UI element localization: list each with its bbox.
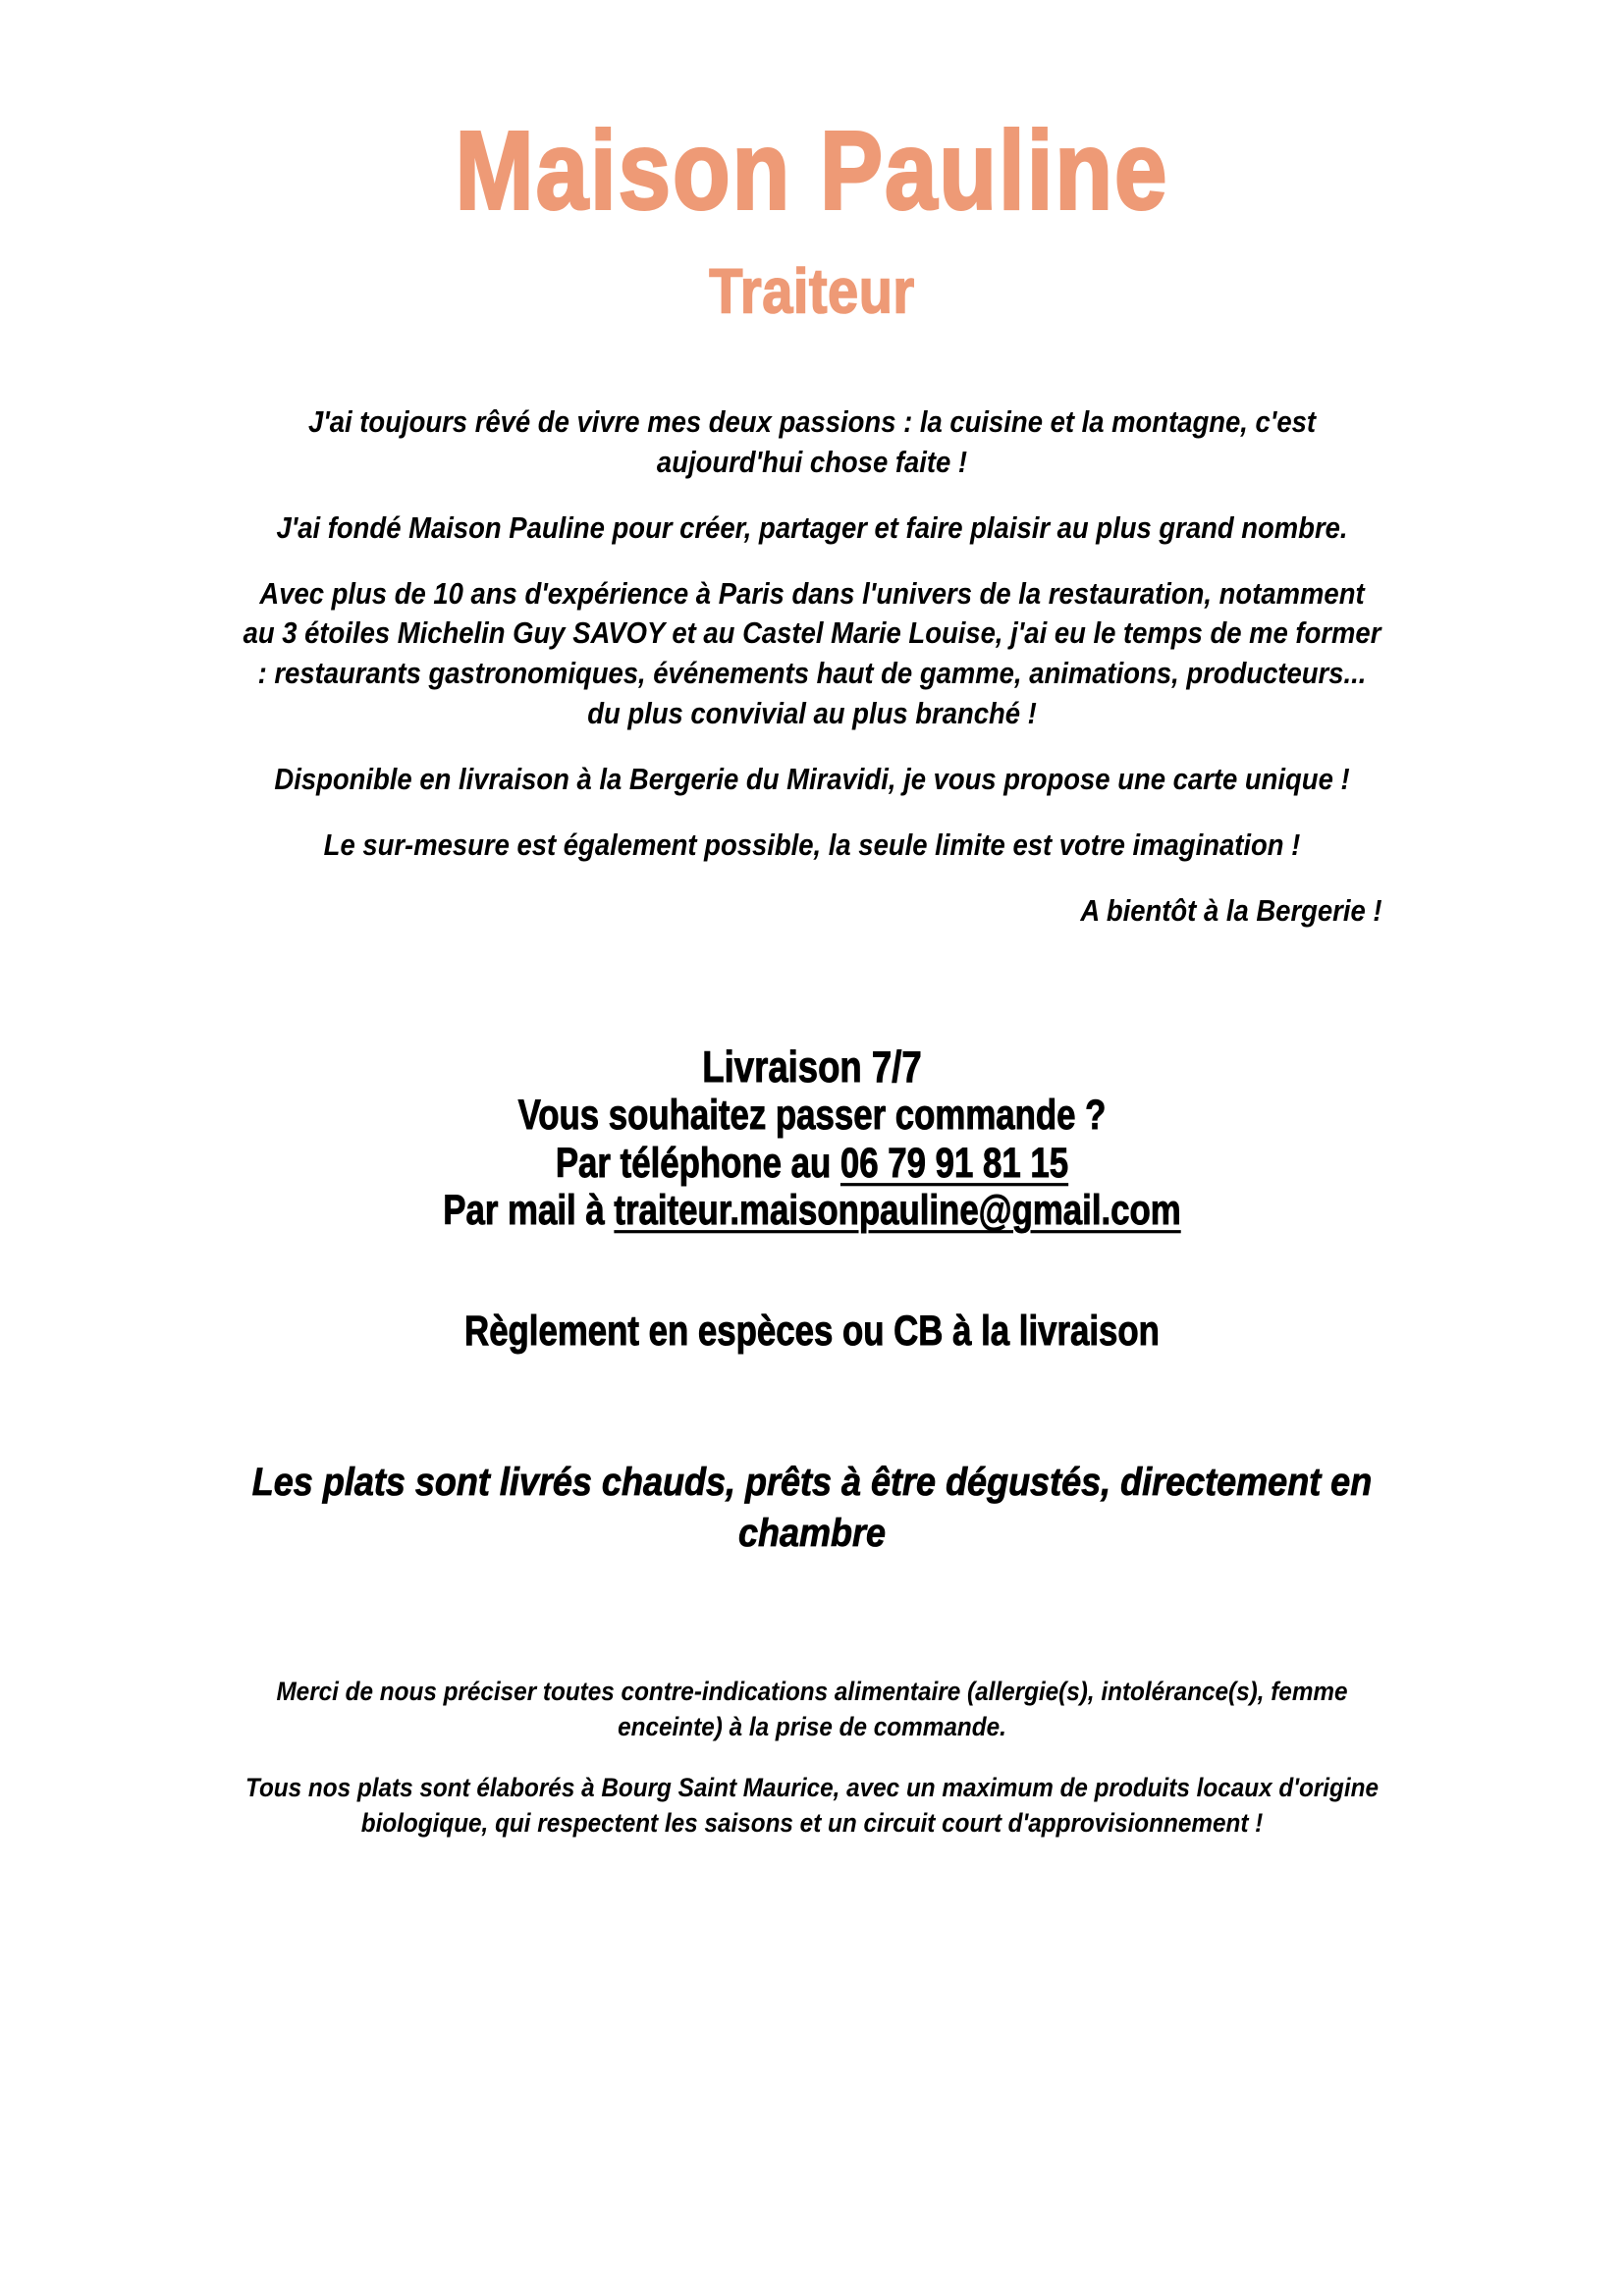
email-line xyxy=(106,1186,1519,1237)
page-subtitle: Traiteur xyxy=(709,255,915,327)
order-question-label: Vous souhaitez passer commande ? xyxy=(517,1092,1107,1139)
payment-method-label: Règlement en espèces ou CB à la livraison xyxy=(464,1308,1160,1355)
order-section xyxy=(0,957,1624,1236)
payment-section xyxy=(0,1235,1624,1355)
phone-number-link[interactable]: 06 79 91 81 15 xyxy=(839,1140,1069,1186)
intro-paragraph-3: Avec plus de 10 ans d'expérience à Paris dans l'univers de la restauration, notamment au 3 étoiles Michelin Guy SAVOY et au Castel Marie Louise, j'ai eu le temps de me former : restaurants gastronomiques, événements haut de gamme, animations, producteurs... du plus convivial au plus branché ! xyxy=(243,576,1381,731)
email-prefix-label: Par mail à xyxy=(443,1188,615,1234)
footnotes-section xyxy=(179,1559,1445,1842)
delivery-days-label: Livraison 7/7 xyxy=(702,1041,922,1091)
header xyxy=(0,0,1624,327)
intro-signoff: A bientôt à la Bergerie ! xyxy=(1080,893,1382,928)
phone-line xyxy=(106,1138,1519,1189)
delivery-notice-text: Les plats sont livrés chauds, prêts à être dégustés, directement en chambre xyxy=(251,1461,1373,1556)
email-address-link[interactable]: traiteur.maisonpauline@gmail.com xyxy=(614,1188,1181,1234)
intro-section xyxy=(179,308,1445,932)
delivery-notice-section xyxy=(159,1355,1465,1559)
intro-paragraph-1: J'ai toujours rêvé de vivre mes deux passions : la cuisine et la montagne, c'est aujourd'hui chose faite ! xyxy=(307,405,1317,479)
intro-paragraph-5: Le sur-mesure est également possible, la seule limite est votre imagination ! xyxy=(323,828,1301,862)
footnote-sourcing: Tous nos plats sont élaborés à Bourg Saint Maurice, avec un maximum de produits locaux d'origine biologique, qui respectent les saisons et un circuit court d'approvisionnement ! xyxy=(245,1773,1379,1838)
intro-paragraph-2: J'ai fondé Maison Pauline pour créer, partager et faire plaisir au plus grand nombre. xyxy=(276,510,1348,545)
intro-paragraph-4: Disponible en livraison à la Bergerie du Miravidi, je vous propose une carte unique ! xyxy=(274,763,1350,797)
page-title: Maison Pauline xyxy=(455,108,1169,234)
phone-prefix-label: Par téléphone au xyxy=(555,1140,840,1186)
footnote-allergies: Merci de nous préciser toutes contre-indications alimentaire (allergie(s), intolérance(s), femme enceinte) à la prise de commande. xyxy=(276,1677,1348,1742)
